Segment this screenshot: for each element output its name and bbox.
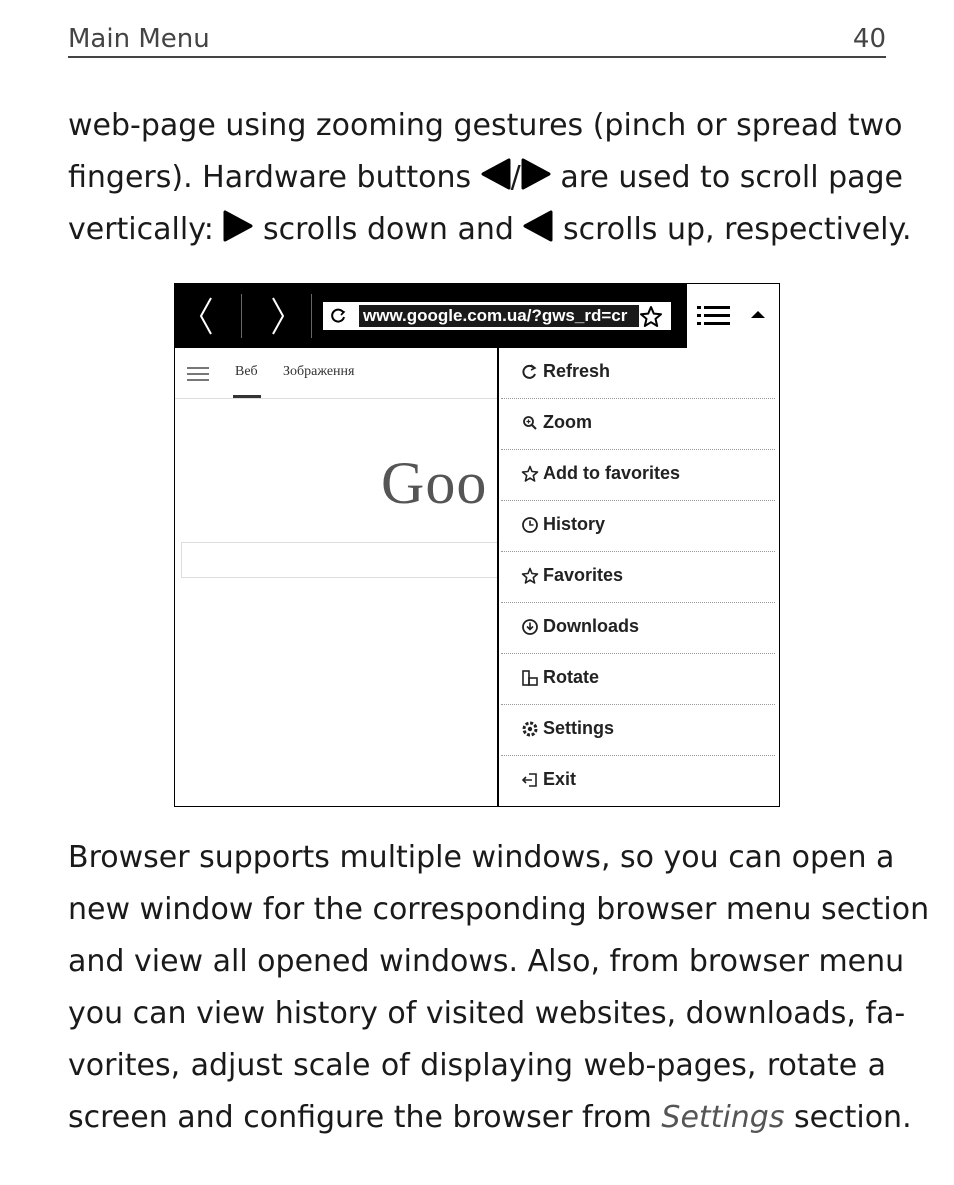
forward-button[interactable] bbox=[245, 284, 309, 348]
zoom-icon bbox=[521, 414, 539, 432]
browser-menu bbox=[497, 348, 779, 806]
menu-item-zoom[interactable]: Zoom bbox=[501, 399, 775, 450]
caret-up-icon[interactable] bbox=[749, 308, 767, 320]
back-icon bbox=[175, 284, 239, 348]
menu-item-refresh[interactable]: Refresh bbox=[501, 348, 775, 399]
refresh-icon[interactable] bbox=[331, 308, 347, 324]
back-button[interactable] bbox=[175, 284, 239, 348]
star-icon[interactable] bbox=[639, 305, 663, 329]
forward-icon bbox=[245, 284, 309, 348]
hamburger-icon[interactable] bbox=[187, 366, 209, 382]
text-line: vorites, adjust scale of displaying web-pages, rotate a bbox=[68, 1048, 886, 1083]
toolbar-divider bbox=[241, 294, 242, 338]
google-search-input[interactable] bbox=[181, 542, 501, 578]
browser-screenshot bbox=[174, 283, 780, 807]
tab-web[interactable]: Веб bbox=[235, 364, 258, 379]
section-title: Main Menu bbox=[68, 24, 210, 54]
toolbar-divider bbox=[311, 294, 312, 338]
star-icon bbox=[521, 567, 539, 585]
page-header bbox=[68, 22, 886, 58]
refresh-icon bbox=[521, 363, 539, 381]
url-bar[interactable] bbox=[323, 302, 671, 330]
url-text[interactable]: www.google.com.ua/?gws_rd=cr bbox=[359, 305, 639, 327]
menu-item-downloads[interactable]: Downloads bbox=[501, 603, 775, 654]
menu-toggle[interactable] bbox=[687, 284, 779, 348]
menu-item-favorites[interactable]: Favorites bbox=[501, 552, 775, 603]
browser-toolbar bbox=[175, 284, 687, 348]
tab-images[interactable]: Зображення bbox=[283, 364, 355, 379]
left-arrow-icon bbox=[481, 157, 511, 191]
right-arrow-icon bbox=[521, 157, 551, 191]
text-line: fingers). Hardware buttons / are used to scroll page bbox=[68, 152, 886, 204]
menu-item-exit[interactable]: Exit bbox=[501, 756, 775, 806]
right-arrow-icon bbox=[223, 209, 253, 243]
settings-emphasis: Settings bbox=[661, 1100, 785, 1135]
rotate-icon bbox=[521, 669, 539, 687]
menu-item-settings[interactable]: Settings bbox=[501, 705, 775, 756]
browser-description bbox=[68, 832, 930, 1144]
text-line: web-page using zooming gestures (pinch or spread two bbox=[68, 108, 903, 143]
text-line: new window for the corresponding browser menu section bbox=[68, 892, 930, 927]
menu-item-add-to-favorites[interactable]: Add to favorites bbox=[501, 450, 775, 501]
text-line: screen and configure the browser from Settings section. bbox=[68, 1100, 912, 1135]
star-icon bbox=[521, 465, 539, 483]
exit-icon bbox=[521, 771, 539, 789]
text-line: you can view history of visited websites, downloads, fa- bbox=[68, 996, 906, 1031]
clock-icon bbox=[521, 516, 539, 534]
text-line: vertically: scrolls down and scrolls up, respectively. bbox=[68, 204, 886, 256]
left-arrow-icon bbox=[523, 209, 553, 243]
gear-icon bbox=[521, 720, 539, 738]
text-line: and view all opened windows. Also, from browser menu bbox=[68, 944, 905, 979]
google-header bbox=[175, 348, 499, 399]
google-logo: Goo bbox=[381, 450, 488, 516]
menu-item-history[interactable]: History bbox=[501, 501, 775, 552]
intro-paragraph bbox=[68, 100, 912, 256]
text-line: Browser supports multiple windows, so you can open a bbox=[68, 840, 895, 875]
menu-list-icon[interactable] bbox=[697, 304, 731, 328]
active-tab-indicator bbox=[233, 395, 261, 398]
download-icon bbox=[521, 618, 539, 636]
menu-item-rotate[interactable]: Rotate bbox=[501, 654, 775, 705]
page-number: 40 bbox=[852, 24, 886, 54]
